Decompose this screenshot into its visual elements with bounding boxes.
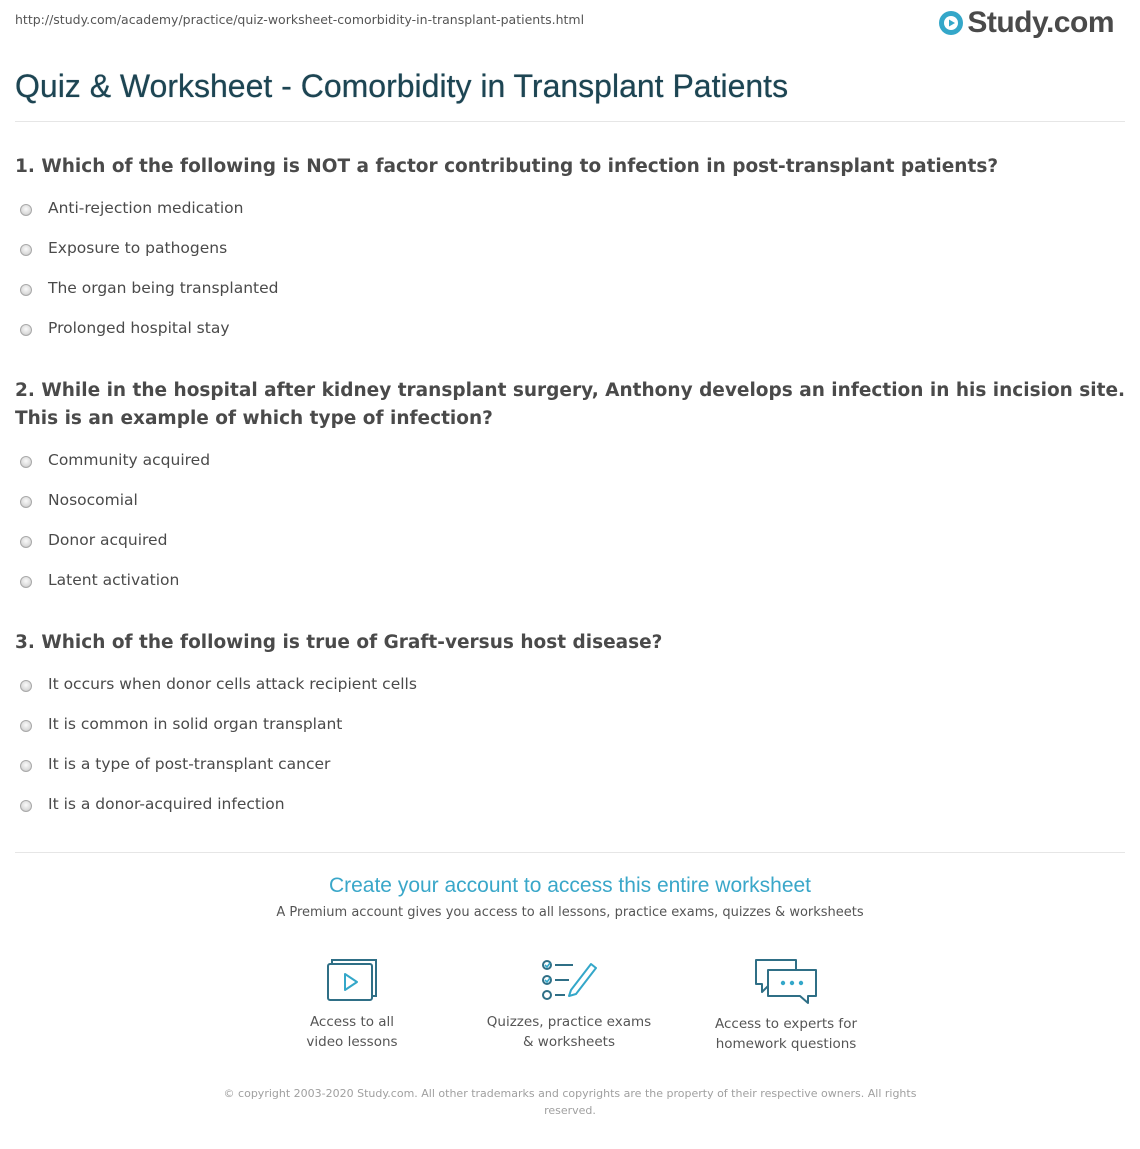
option-label: It is common in solid organ transplant	[48, 715, 343, 733]
copyright-footer: © copyright 2003-2020 Study.com. All other trademarks and copyrights are the property of their respective owners. All rights reserved.	[223, 1087, 917, 1117]
radio-button[interactable]	[20, 760, 32, 772]
feature-video-lessons	[252, 958, 452, 1052]
radio-button[interactable]	[20, 204, 32, 216]
feature-experts	[686, 958, 886, 1054]
answer-option[interactable]	[20, 715, 417, 755]
cta-divider	[15, 852, 1125, 853]
radio-button[interactable]	[20, 244, 32, 256]
answer-option[interactable]	[20, 675, 417, 715]
top-bar	[0, 0, 1140, 44]
radio-button[interactable]	[20, 576, 32, 588]
study-logo[interactable]	[938, 6, 1114, 40]
answer-option[interactable]	[20, 491, 210, 531]
feature-label: Access to experts for homework questions	[714, 1016, 857, 1052]
cta-subtitle: A Premium account gives you access to all lessons, practice exams, quizzes & worksheets	[276, 905, 864, 920]
option-label: Anti-rejection medication	[48, 199, 244, 217]
feature-quizzes	[469, 958, 669, 1052]
option-label: Latent activation	[48, 571, 180, 589]
video-lesson-icon	[326, 958, 378, 1002]
radio-button[interactable]	[20, 284, 32, 296]
feature-label: Quizzes, practice exams & worksheets	[486, 1014, 652, 1050]
question-2-options	[20, 451, 210, 611]
option-label: Prolonged hospital stay	[48, 319, 230, 337]
option-label: Donor acquired	[48, 531, 168, 549]
answer-option[interactable]	[20, 795, 417, 835]
option-label: It is a type of post-transplant cancer	[48, 755, 331, 773]
option-label: Nosocomial	[48, 491, 138, 509]
answer-option[interactable]	[20, 239, 278, 279]
logo-text: Study.com	[967, 6, 1114, 39]
answer-option[interactable]	[20, 199, 278, 239]
option-label: It occurs when donor cells attack recipient cells	[48, 675, 417, 693]
radio-button[interactable]	[20, 496, 32, 508]
quiz-checklist-icon	[541, 958, 597, 1002]
question-2: 2. While in the hospital after kidney transplant surgery, Anthony develops an infection in his incision site. This is an example of which type of infection?	[15, 380, 1126, 429]
play-circle-icon	[938, 10, 964, 36]
option-label: The organ being transplanted	[48, 279, 279, 297]
question-3-options	[20, 675, 417, 835]
answer-option[interactable]	[20, 571, 210, 611]
title-divider	[15, 121, 1125, 122]
option-label: It is a donor-acquired infection	[48, 795, 285, 813]
feature-label: Access to all video lessons	[306, 1014, 398, 1050]
radio-button[interactable]	[20, 800, 32, 812]
option-label: Community acquired	[48, 451, 211, 469]
radio-button[interactable]	[20, 720, 32, 732]
radio-button[interactable]	[20, 456, 32, 468]
option-label: Exposure to pathogens	[48, 239, 228, 257]
answer-option[interactable]	[20, 279, 278, 319]
chat-bubbles-icon	[754, 958, 818, 1004]
page-title: Quiz & Worksheet - Comorbidity in Transplant Patients	[15, 68, 789, 104]
question-3: 3. Which of the following is true of Graft-versus host disease?	[15, 632, 663, 653]
answer-option[interactable]	[20, 755, 417, 795]
question-1: 1. Which of the following is NOT a factor contributing to infection in post-transplant patients?	[15, 156, 999, 177]
answer-option[interactable]	[20, 319, 278, 359]
radio-button[interactable]	[20, 680, 32, 692]
radio-button[interactable]	[20, 536, 32, 548]
create-account-link[interactable]: Create your account to access this entire worksheet	[328, 874, 812, 897]
answer-option[interactable]	[20, 531, 210, 571]
question-1-options	[20, 199, 278, 359]
answer-option[interactable]	[20, 451, 210, 491]
radio-button[interactable]	[20, 324, 32, 336]
page-url: http://study.com/academy/practice/quiz-worksheet-comorbidity-in-transplant-patients.html	[15, 12, 585, 27]
